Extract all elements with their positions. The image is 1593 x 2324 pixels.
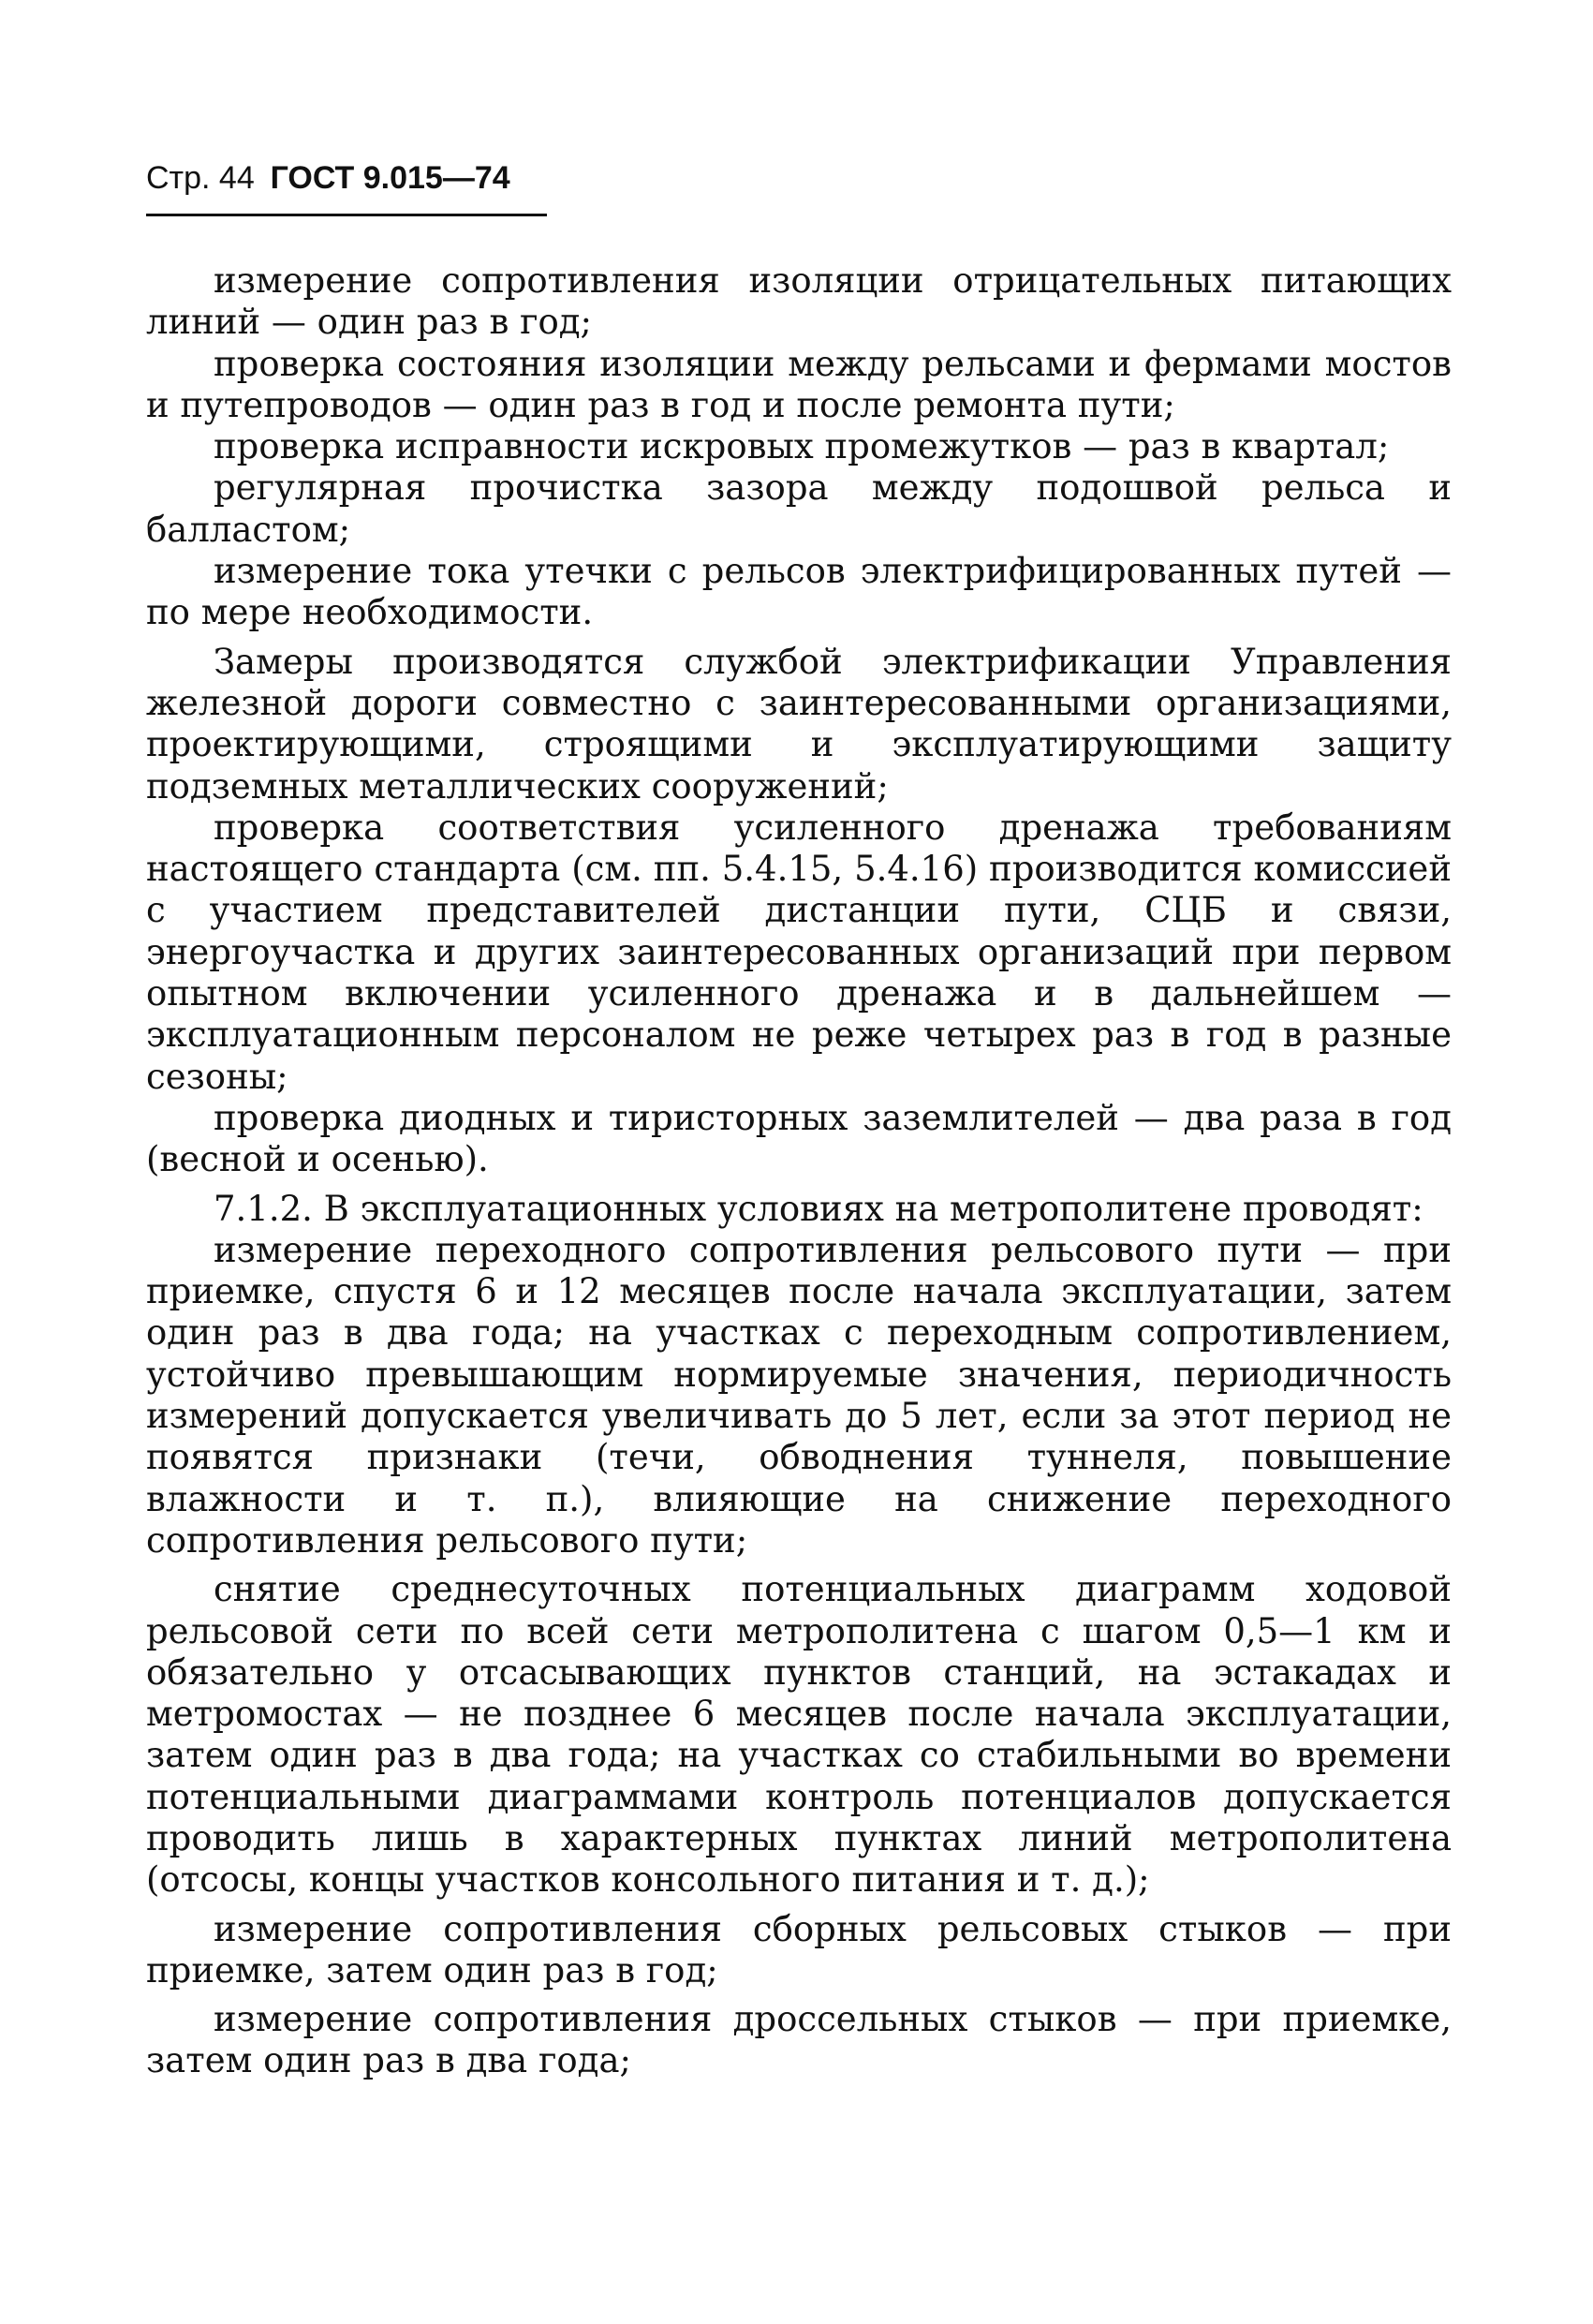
page-header [146, 159, 510, 197]
paragraph: измерение тока утечки с рельсов электрифицированных путей — по мере необходимости. [146, 551, 1452, 633]
paragraph: измерение переходного сопротивления рельсового пути — при приемке, спустя 6 и 12 месяцев после начала эксплуатации, затем один раз в два года; на участках с переходным сопротивлением, устойчиво превышающим нормируемые значения, периодичность измерений допускается увеличивать до 5 лет, если за этот период не появятся признаки (течи, обводнения туннеля, повышение влажности и т. п.), влияющие на снижение переходного сопротивления рельсового пути; [146, 1229, 1452, 1561]
paragraph: регулярная прочистка зазора между подошвой рельса и балластом; [146, 467, 1452, 550]
paragraph: проверка исправности искровых промежутков — раз в квартал; [214, 426, 1390, 467]
paragraph: Замеры производятся службой электрификации Управления железной дороги совместно с заинтересованными организациями, проектирующими, строящими и эксплуатирующими защиту подземных металлических сооружений; [146, 641, 1452, 807]
paragraph: проверка диодных и тиристорных заземлителей — два раза в год (весной и осенью). [146, 1097, 1452, 1180]
paragraph: измерение сопротивления дроссельных стыков — при приемке, затем один раз в два года; [146, 1999, 1452, 2081]
standard-designation: ГОСТ 9.015—74 [270, 160, 510, 196]
page-number: Стр. 44 [146, 160, 255, 196]
header-rule [146, 214, 547, 216]
paragraph: измерение сопротивления изоляции отрицательных питающих линий — один раз в год; [146, 260, 1452, 343]
document-body [146, 260, 1452, 2082]
paragraph: измерение сопротивления сборных рельсовых стыков — при приемке, затем один раз в год; [146, 1908, 1452, 1991]
paragraph: проверка соответствия усиленного дренажа требованиям настоящего стандарта (см. пп. 5.4.15, 5.4.16) производится комиссией с участием представителей дистанции пути, СЦБ и связи, энергоучастка и других заинтересованных организаций при первом опытном включении усиленного дренажа и в дальнейшем — эксплуатационным персоналом не реже четырех раз в год в разные сезоны; [146, 807, 1452, 1097]
section-heading: 7.1.2. В эксплуатационных условиях на метрополитене проводят: [214, 1188, 1423, 1229]
paragraph: проверка состояния изоляции между рельсами и фермами мостов и путепроводов — один раз в год и после ремонта пути; [146, 343, 1452, 425]
paragraph: снятие среднесуточных потенциальных диаграмм ходовой рельсовой сети по всей сети метрополитена с шагом 0,5—1 км и обязательно у отсасывающих пунктов станций, на эстакадах и метромостах — не позднее 6 месяцев после начала эксплуатации, затем один раз в два года; на участках со стабильными во времени потенциальными диаграммами контроль потенциалов допускается проводить лишь в характерных пунктах линий метрополитена (отсосы, концы участков консольного питания и т. д.); [146, 1569, 1452, 1901]
